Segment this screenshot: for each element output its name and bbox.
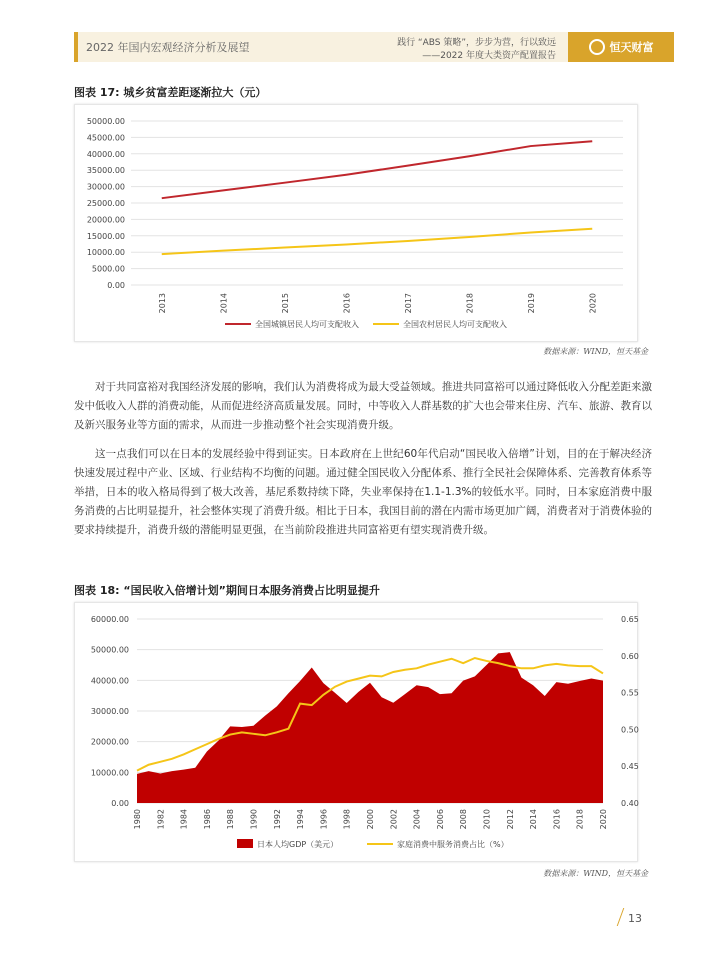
- x-tick-label: 1986: [202, 809, 212, 830]
- y-tick-label: 30000.00: [86, 182, 125, 192]
- y-left-tick-label: 0.00: [111, 799, 129, 808]
- x-tick-label: 1994: [296, 809, 306, 830]
- x-tick-label: 1980: [133, 809, 142, 830]
- legend-label-urban: 全国城镇居民人均可支配收入: [255, 320, 359, 329]
- x-tick-label: 2017: [403, 293, 413, 314]
- x-tick-label: 2010: [482, 809, 492, 830]
- page-divider: [617, 908, 625, 926]
- legend-label-service: 家庭消费中服务消费占比（%）: [397, 840, 509, 849]
- y-right-tick-label: 0.65: [621, 615, 639, 624]
- y-tick-label: 35000.00: [86, 166, 125, 176]
- y-tick-label: 20000.00: [86, 215, 125, 225]
- x-tick-label: 2013: [157, 293, 167, 314]
- y-right-tick-label: 0.55: [621, 688, 639, 698]
- figure18-title: 图表 18: “国民收入倍增计划”期间日本服务消费占比明显提升: [74, 584, 380, 597]
- x-tick-label: 2014: [529, 809, 539, 830]
- x-tick-label: 1990: [249, 809, 259, 830]
- page-number: 13: [628, 912, 642, 925]
- paragraph-2: 这一点我们可以在日本的发展经验中得到证实。日本政府在上世纪60年代启动“国民收入倍增”计划，目的在于解决经济快速发展过程中产业、区域、行业结构不均衡的问题。通过健全国民收入分配体系、推行全民社会保障体系、完善教育体系等举措，日本的收入格局得到了极大改善，基尼系数持续下降，失业率保持在1.1-1.3%的较低水平。同时，日本家庭消费中服务消费的占比明显提升，社会整体实现了消费升级。相比于日本，我国目前的潜在内需市场更加广阔，消费者对于消费体验的要求持续提升，消费升级的潜能明显更强，在当前阶段推进共同富裕更有望实现消费升级。: [74, 448, 652, 536]
- x-tick-label: 2020: [599, 809, 608, 830]
- y-tick-label: 0.00: [107, 281, 125, 290]
- figure17-chart: [75, 105, 637, 341]
- x-tick-label: 2018: [575, 809, 585, 830]
- x-tick-label: 1988: [226, 809, 236, 830]
- y-left-tick-label: 20000.00: [90, 737, 129, 747]
- y-tick-label: 15000.00: [86, 231, 125, 241]
- y-tick-label: 5000.00: [91, 264, 125, 274]
- report-title: 2022 年国内宏观经济分析及展望: [86, 41, 250, 54]
- y-right-tick-label: 0.45: [621, 762, 639, 772]
- y-tick-label: 10000.00: [86, 248, 125, 258]
- y-left-tick-label: 10000.00: [90, 768, 129, 778]
- y-left-tick-label: 40000.00: [90, 676, 129, 686]
- x-tick-label: 1992: [272, 809, 282, 830]
- brand-logo: [568, 32, 674, 62]
- y-right-tick-label: 0.60: [621, 651, 639, 661]
- report-subtitle: ——2022 年度大类资产配置报告: [422, 51, 556, 61]
- paragraph-1: 对于共同富裕对我国经济发展的影响，我们认为消费将成为最大受益领域。推进共同富裕可以通过降低收入分配差距来激发中低收入人群的消费动能，从而促进经济高质量发展。同时，中等收入人群基数的扩大也会带来住房、汽车、旅游、教育以及新兴服务业等方面的需求，从而进一步推动整个社会实现消费升级。: [74, 381, 652, 431]
- x-tick-label: 2018: [465, 293, 475, 314]
- x-tick-label: 1996: [319, 809, 329, 830]
- legend-swatch-gdp: [237, 839, 253, 848]
- series-line-rural: [162, 229, 593, 254]
- figure17-title: 图表 17: 城乡贫富差距逐渐拉大（元）: [74, 86, 267, 99]
- x-tick-label: 1982: [156, 809, 166, 830]
- y-left-tick-label: 30000.00: [90, 707, 129, 716]
- report-slogan: 践行 “ABS 策略”，步步为营，行以致远: [397, 38, 556, 48]
- x-tick-label: 1984: [179, 809, 189, 830]
- y-tick-label: 45000.00: [86, 133, 125, 143]
- x-tick-label: 2020: [588, 293, 598, 314]
- figure17-source: 数据来源：WIND，恒天基金: [543, 347, 648, 356]
- x-tick-label: 2006: [435, 809, 445, 830]
- figure18-chart: [75, 603, 637, 861]
- figure18-source: 数据来源：WIND，恒天基金: [543, 869, 648, 878]
- x-tick-label: 1998: [342, 809, 352, 830]
- y-tick-label: 40000.00: [86, 149, 125, 159]
- x-tick-label: 2016: [342, 293, 352, 314]
- logo-icon: [589, 39, 605, 55]
- x-tick-label: 2012: [505, 809, 515, 830]
- y-left-tick-label: 50000.00: [90, 645, 129, 655]
- x-tick-label: 2002: [389, 809, 399, 830]
- x-tick-label: 2014: [219, 293, 229, 314]
- figure17-chart-box: [74, 104, 638, 342]
- x-tick-label: 2015: [280, 293, 290, 314]
- x-tick-label: 2004: [412, 809, 422, 830]
- y-left-tick-label: 60000.00: [90, 615, 129, 624]
- header-accent-bar: [74, 32, 78, 62]
- figure18-chart-box: [74, 602, 638, 862]
- x-tick-label: 2019: [526, 293, 536, 314]
- x-tick-label: 2000: [366, 809, 375, 830]
- x-tick-label: 2016: [552, 809, 562, 830]
- y-right-tick-label: 0.40: [621, 799, 639, 808]
- y-right-tick-label: 0.50: [621, 725, 639, 735]
- y-tick-label: 25000.00: [86, 199, 125, 208]
- x-tick-label: 2008: [459, 809, 469, 830]
- legend-label-rural: 全国农村居民人均可支配收入: [403, 320, 507, 329]
- y-tick-label: 50000.00: [86, 117, 125, 126]
- logo-text: 恒天财富: [609, 41, 654, 54]
- legend-label-gdp: 日本人均GDP（美元）: [257, 840, 339, 849]
